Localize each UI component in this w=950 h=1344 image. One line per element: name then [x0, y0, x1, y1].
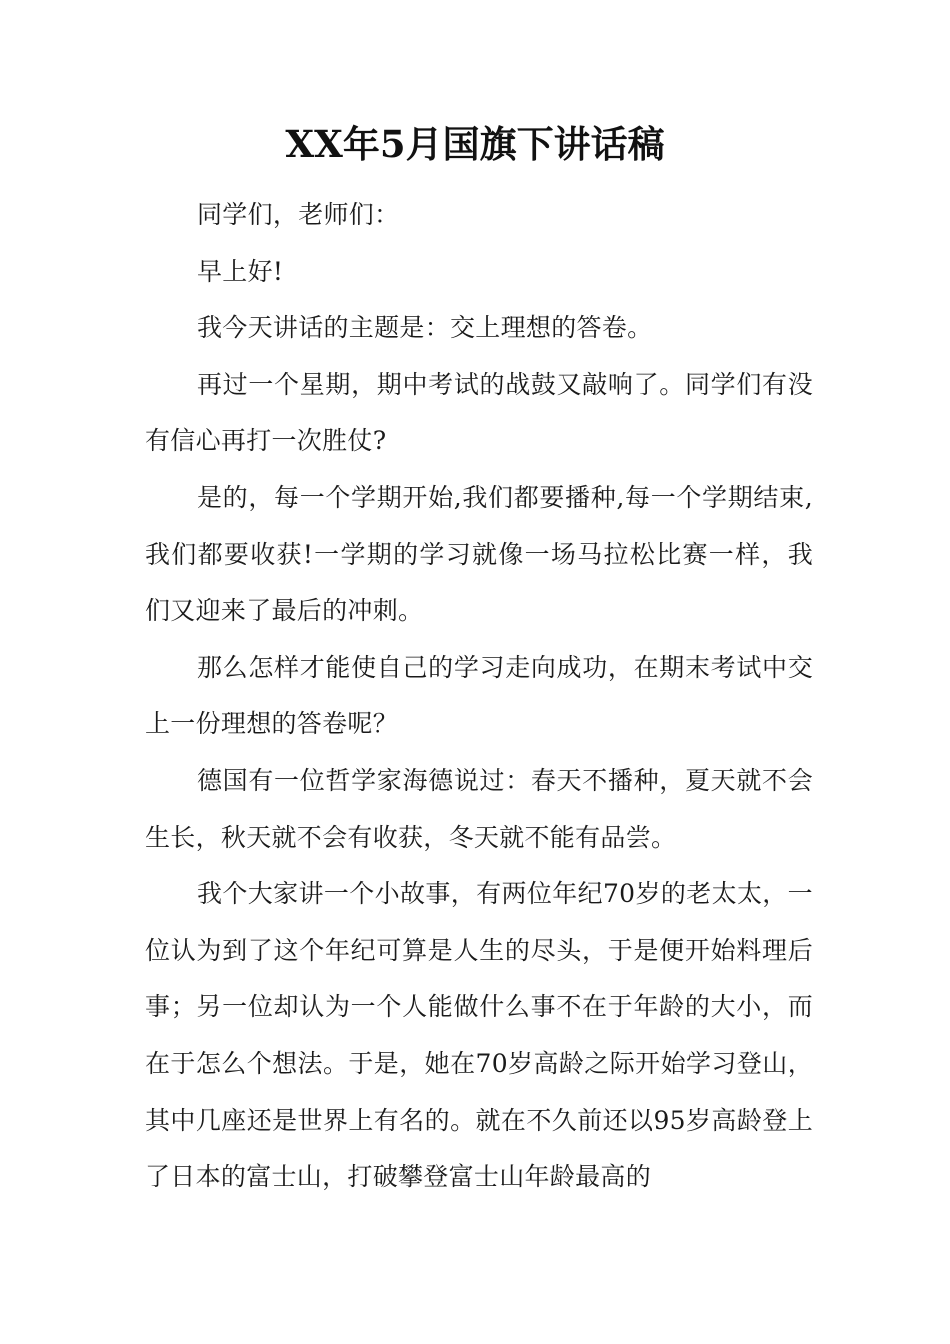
document-body [145, 187, 813, 1206]
paragraph-good-morning: 早上好! [197, 256, 284, 286]
paragraph-topic: 我今天讲话的主题是：交上理想的答卷。 [197, 313, 653, 343]
paragraph-exam: 再过一个星期，期中考试的战鼓又敲响了。同学们有没有信心再打一次胜仗? [145, 369, 813, 456]
paragraph-question: 那么怎样才能使自己的学习走向成功，在期末考试中交上一份理想的答卷呢？ [145, 652, 813, 739]
paragraph-greeting: 同学们，老师们： [197, 200, 400, 229]
paragraph-story: 我个大家讲一个小故事，有两位年纪70岁的老太太，一位认为到了这个年纪可算是人生的尽头，于是便开始料理后事；另一位却认为一个人能做什么事不在于年龄的大小，而在于怎么个想法。于是，她在70岁高龄之际开始学习登山，其中几座还是世界上有名的。就在不久前还以95岁高龄登上了日本的富士山，打破攀登富士山年龄最高的 [145, 879, 813, 1192]
paragraph-quote: 德国有一位哲学家海德说过：春天不播种，夏天就不会生长，秋天就不会有收获，冬天就不能有品尝。 [145, 765, 813, 852]
paragraph-semester: 是的，每一个学期开始,我们都要播种,每一个学期结束,我们都要收获!一学期的学习就像一场马拉松比赛一样，我们又迎来了最后的冲刺。 [145, 482, 813, 626]
document-title: XX年5月国旗下讲话稿 [285, 122, 665, 166]
